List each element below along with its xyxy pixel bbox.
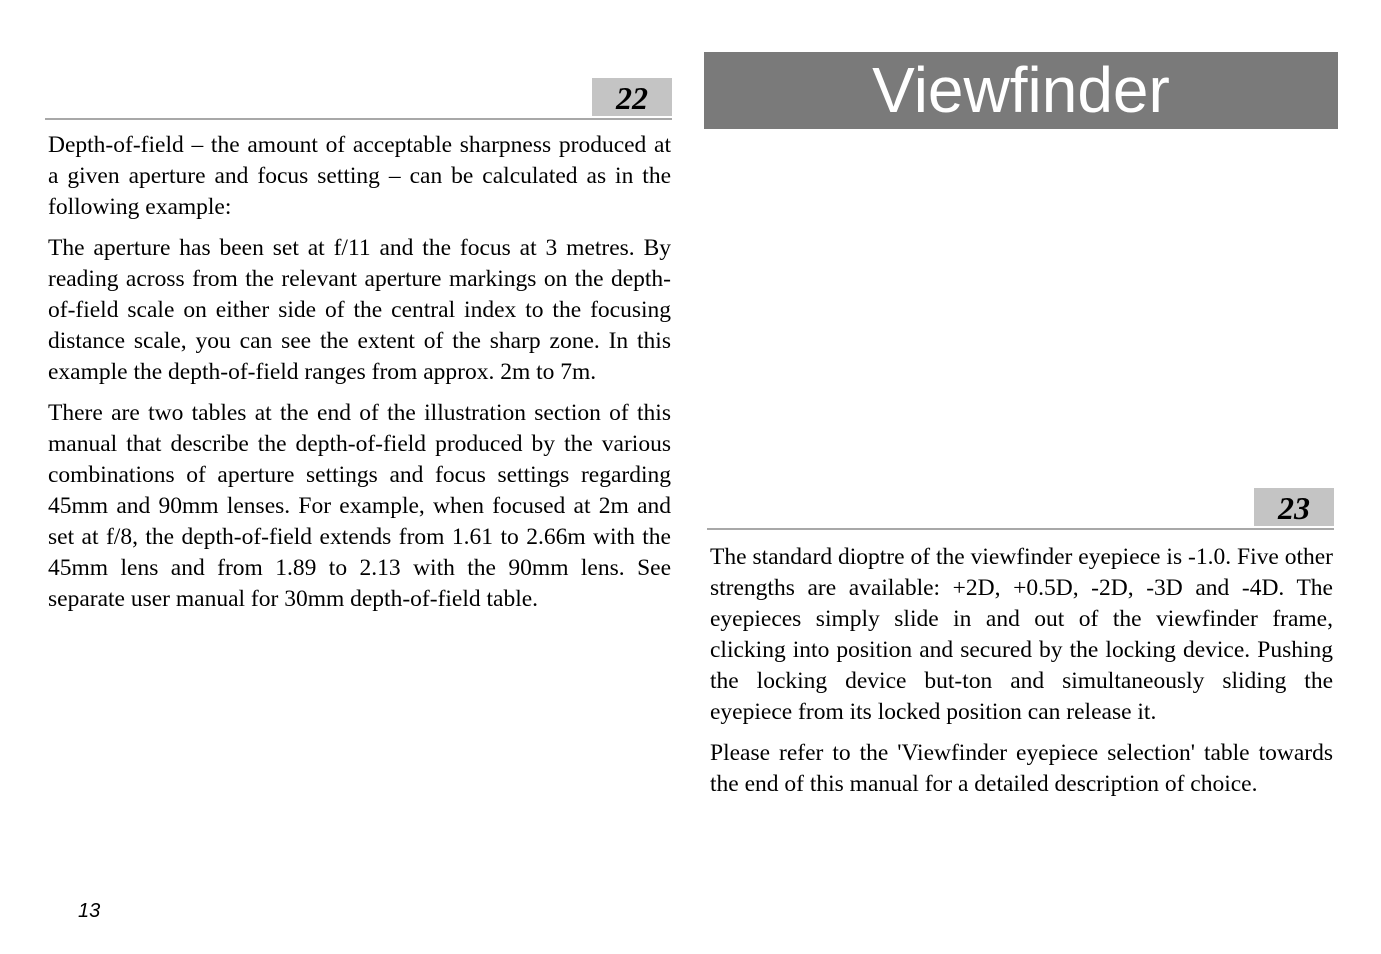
left-page-column: [48, 78, 671, 615]
left-page-number: 22: [592, 78, 672, 116]
right-paragraph-1: The standard dioptre of the viewfinder eyepiece is -1.0. Five other strengths are available: +2D, +0.5D, -2D, -3D and -4D. The eyepieces simply slide in and out of the viewfinder frame, clicking into position and secured by the locking device. Pushing the locking device but-ton and simultaneously sliding the eyepiece from its locked position can release it.: [710, 544, 1333, 725]
left-page-header: [45, 78, 672, 120]
right-page-column: [710, 488, 1333, 800]
left-paragraph-2: The aperture has been set at f/11 and the focus at 3 metres. By reading across from the relevant aperture markings on the depth-of-field scale on either side of the central index to the focusing distance scale, you can see the extent of the sharp zone. In this example the depth-of-field ranges from approx. 2m to 7m.: [48, 235, 671, 385]
right-paragraph-2: Please refer to the 'Viewfinder eyepiece selection' table towards the end of this manual for a detailed description of choice.: [710, 740, 1333, 797]
footer-page-number: 13: [78, 900, 101, 922]
left-paragraph-3: There are two tables at the end of the illustration section of this manual that describe the depth-of-field produced by the various combinations of aperture settings and focus settings regarding 45mm and 90mm lenses. For example, when focused at 2m and set at f/8, the depth-of-field extends from 1.61 to 2.66m with the 45mm lens and from 1.89 to 2.13 with the 90mm lens. See separate user manual for 30mm depth-of-field table.: [48, 400, 671, 612]
right-page-header: [707, 488, 1334, 530]
left-paragraph-1: Depth-of-field – the amount of acceptable sharpness produced at a given aperture and focus setting – can be calculated as in the following example:: [48, 132, 671, 220]
section-title-banner: Viewfinder: [704, 52, 1338, 129]
right-page-number: 23: [1254, 488, 1334, 526]
